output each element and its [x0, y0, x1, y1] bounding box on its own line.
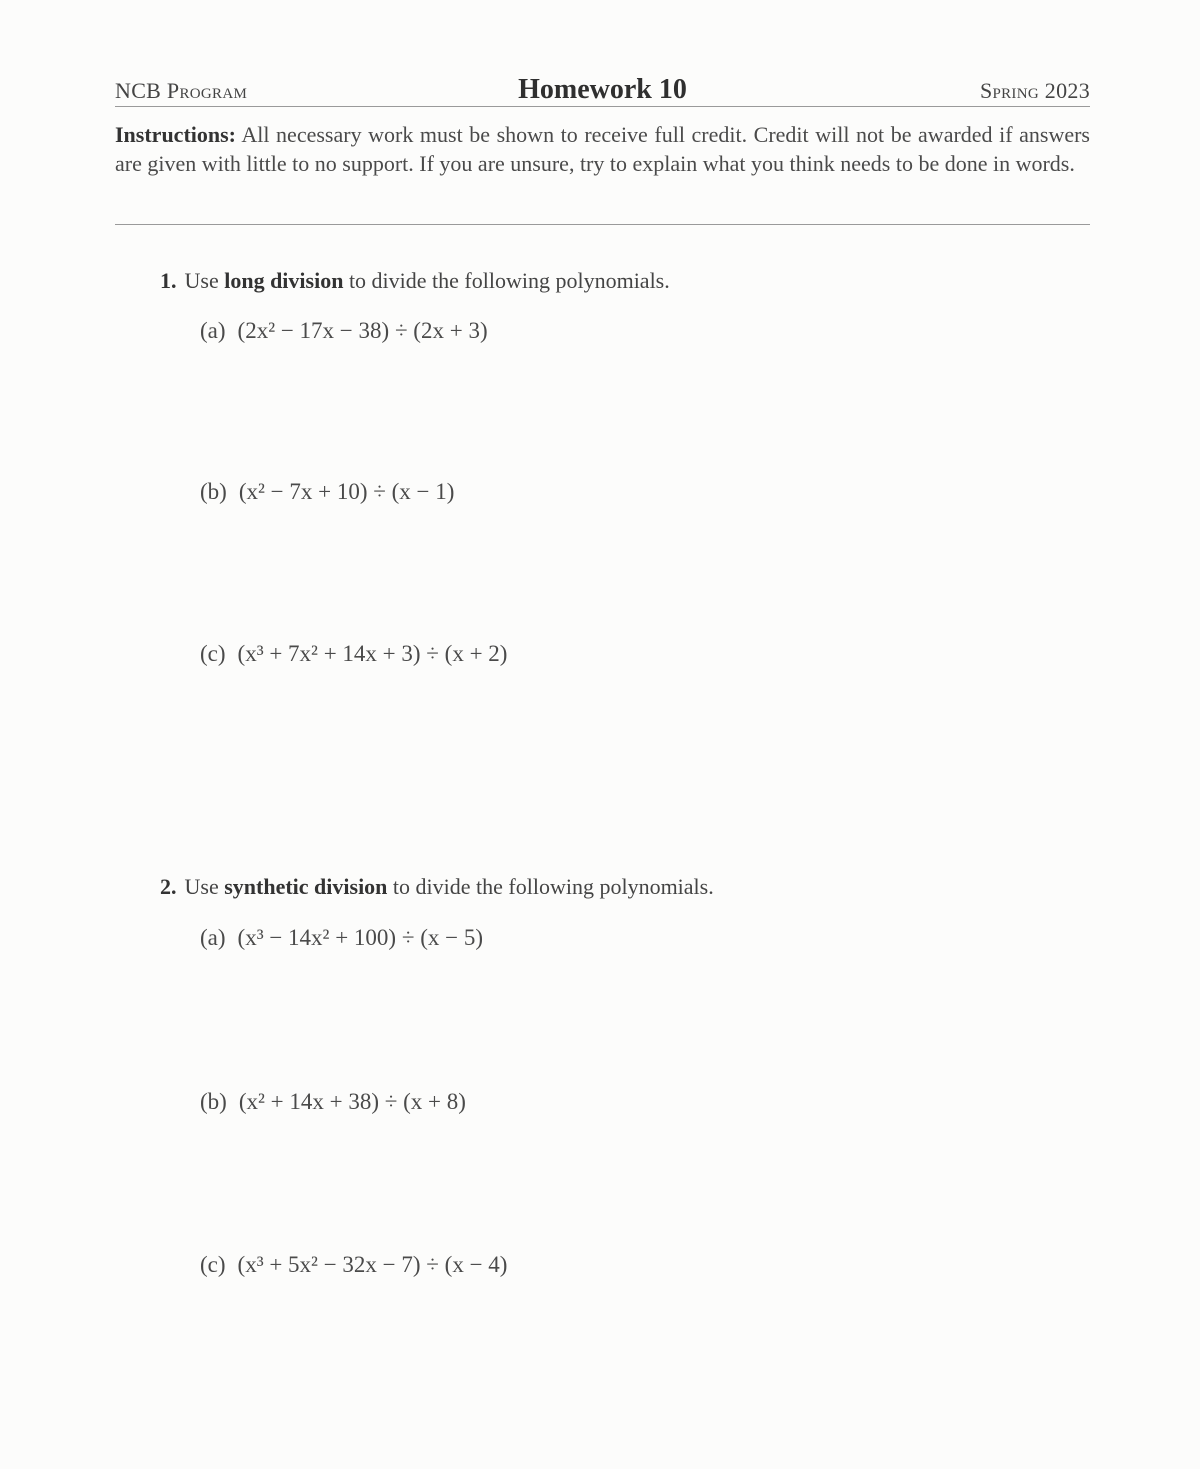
part-tag: (c)	[200, 1252, 226, 1277]
part-expression: (x³ + 7x² + 14x + 3) ÷ (x + 2)	[237, 641, 508, 666]
problem-1c	[200, 641, 507, 667]
part-expression: (x² + 14x + 38) ÷ (x + 8)	[238, 1089, 466, 1114]
problem-1b	[200, 479, 454, 505]
program-name: NCB Program	[115, 78, 248, 103]
part-expression: (x² − 7x + 10) ÷ (x − 1)	[238, 479, 455, 504]
part-tag: (a)	[200, 318, 226, 343]
instructions-label: Instructions:	[115, 122, 237, 147]
page-header	[115, 74, 1090, 107]
instructions-text: All necessary work must be shown to receive full credit. Credit will not be awarded if answers are given with little to no support. If you are unsure, try to explain what you think needs to be done in words.	[115, 122, 1090, 176]
instructions-block	[115, 120, 1090, 178]
part-expression: (2x² − 17x − 38) ÷ (2x + 3)	[237, 318, 488, 343]
term-label: Spring 2023	[979, 78, 1090, 103]
part-expression: (x³ + 5x² − 32x − 7) ÷ (x − 4)	[237, 1252, 508, 1277]
section-divider	[115, 224, 1090, 225]
part-tag: (b)	[200, 479, 227, 504]
problem-prefix: Use	[184, 268, 225, 293]
problem-2a	[200, 925, 483, 951]
problem-1a	[200, 318, 488, 344]
problem-prefix: Use	[184, 874, 225, 899]
problem-2b	[200, 1089, 466, 1115]
page-title: Homework 10	[518, 74, 687, 105]
part-tag: (b)	[200, 1089, 227, 1114]
part-tag: (c)	[200, 641, 226, 666]
problem-keyword: long division	[224, 268, 344, 293]
part-tag: (a)	[200, 925, 226, 950]
problem-suffix: to divide the following polynomials.	[387, 874, 714, 899]
problem-1-heading	[160, 268, 670, 294]
problem-2c	[200, 1252, 507, 1278]
problem-number: 2.	[160, 874, 177, 899]
problem-2-heading	[160, 874, 714, 900]
problem-suffix: to divide the following polynomials.	[343, 268, 670, 293]
problem-number: 1.	[160, 268, 177, 293]
problem-keyword: synthetic division	[224, 874, 388, 899]
part-expression: (x³ − 14x² + 100) ÷ (x − 5)	[237, 925, 483, 950]
